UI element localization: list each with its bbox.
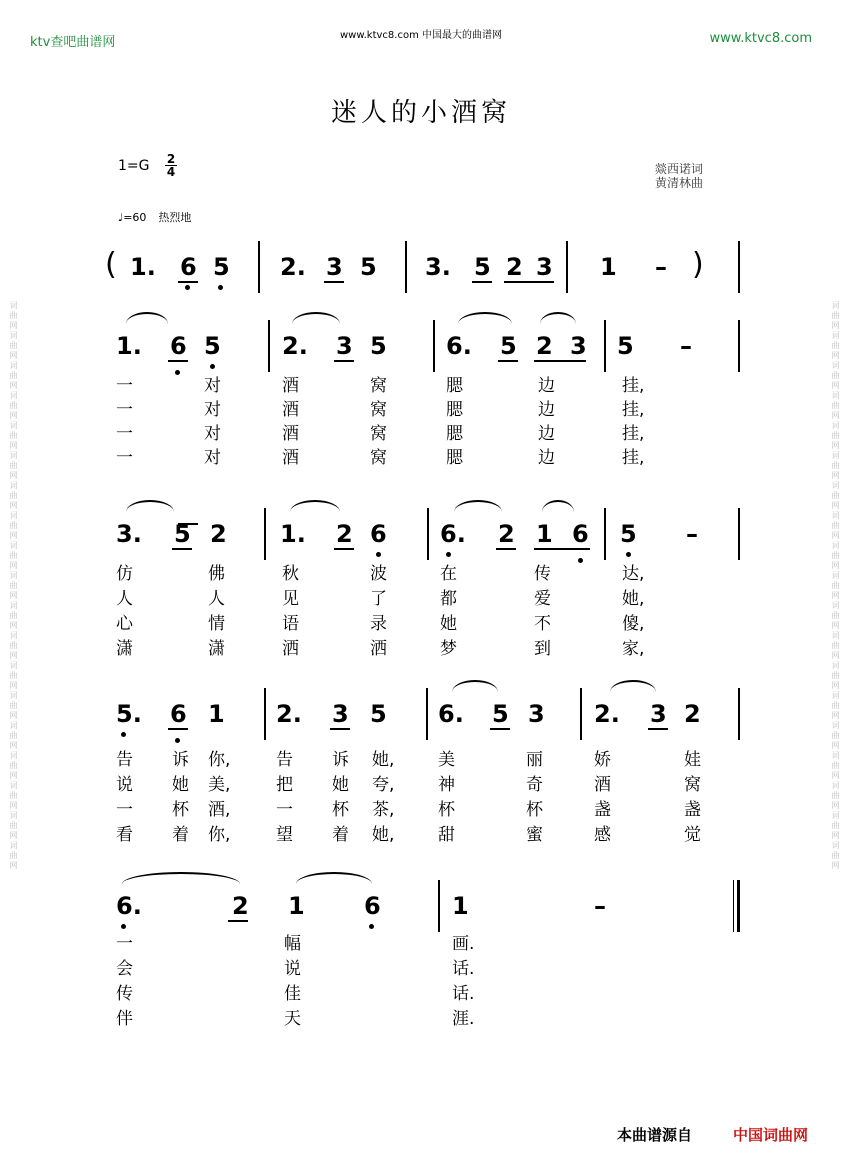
note: 5: [360, 253, 377, 281]
underline: [498, 360, 518, 362]
note: 1: [452, 892, 469, 920]
lyric: 洒: [370, 639, 387, 659]
note: 2: [232, 892, 249, 920]
notation-row-intro: [0, 241, 842, 293]
note: 1: [600, 253, 617, 281]
lyric: 心: [116, 614, 133, 634]
notation-row-4: [0, 880, 842, 932]
note: 6.: [438, 700, 464, 728]
tie: [452, 680, 498, 692]
low-dot: [218, 285, 223, 290]
note: 6: [364, 892, 381, 920]
underline: [172, 548, 192, 550]
tie: [122, 872, 240, 884]
note: 6: [370, 520, 387, 548]
note: 2.: [282, 332, 308, 360]
lyric: 话.: [452, 984, 475, 1004]
tie: [610, 680, 656, 692]
note: ): [692, 247, 704, 282]
lyric: 诉: [332, 750, 349, 770]
lyric: 酒: [594, 775, 611, 795]
lyric: 着: [332, 825, 349, 845]
lyric: 一: [116, 424, 133, 444]
lyric: 你,: [208, 750, 231, 770]
tempo-mood: 热烈地: [158, 211, 192, 224]
lyric: 美,: [208, 775, 231, 795]
lyric: 她,: [622, 589, 645, 609]
barline: [258, 241, 260, 293]
lyric: 佳: [284, 984, 301, 1004]
note: 5: [474, 253, 491, 281]
time-sig-bottom: 4: [166, 165, 176, 179]
underline: [178, 281, 198, 283]
side-watermark-right: 词曲网词曲网词曲网词曲网词曲网词曲网词曲网词曲网词曲网词曲网词曲网词曲网词曲网词曲网词曲网词曲网词曲网词曲网词曲网: [831, 300, 840, 871]
lyric: 幅: [284, 934, 301, 954]
lyric: 盏: [684, 800, 701, 820]
notation-row-1: [0, 320, 842, 372]
note: 2.: [276, 700, 302, 728]
lyric: 腮: [446, 448, 463, 468]
note: 3: [336, 332, 353, 360]
low-dot: [185, 285, 190, 290]
lyric: 腮: [446, 400, 463, 420]
lyric: 边: [538, 376, 555, 396]
tie: [290, 500, 340, 512]
barline: [604, 320, 606, 372]
lyric: 窝: [370, 448, 387, 468]
barline: [405, 241, 407, 293]
underline: [228, 920, 248, 922]
barline: [580, 688, 582, 740]
underline: [472, 281, 492, 283]
barline: [427, 508, 429, 560]
lyric: 杯: [332, 800, 349, 820]
lyric: 话.: [452, 959, 475, 979]
note: –: [686, 520, 698, 548]
lyric: 传: [534, 564, 551, 584]
lyric: 会: [116, 959, 133, 979]
source-label: 本曲谱源自: [616, 1126, 692, 1144]
lyric: 窝: [684, 775, 701, 795]
note: 2: [498, 520, 515, 548]
lyric: 家,: [622, 639, 645, 659]
note: 2: [506, 253, 523, 281]
note: 3: [650, 700, 667, 728]
lyric: 挂,: [622, 448, 645, 468]
tie: [126, 312, 168, 324]
note: 1: [208, 700, 225, 728]
barline: [264, 688, 266, 740]
lyric: 她,: [372, 825, 395, 845]
lyric: 诉: [172, 750, 189, 770]
lyric: 对: [204, 400, 221, 420]
low-dot: [121, 924, 126, 929]
side-watermark-left: 词曲网词曲网词曲网词曲网词曲网词曲网词曲网词曲网词曲网词曲网词曲网词曲网词曲网词曲网词曲网词曲网词曲网词曲网词曲网: [9, 300, 18, 871]
lyric: 蜜: [526, 825, 543, 845]
time-sig-top: 2: [166, 152, 176, 166]
lyricist: 燚西诺词: [655, 162, 704, 176]
barline: [738, 320, 740, 372]
underline: [534, 360, 586, 362]
note: –: [655, 253, 667, 281]
lyrics-block-4: [116, 932, 516, 1032]
lyric: 对: [204, 424, 221, 444]
lyrics-block-1: [116, 374, 656, 470]
note: 6.: [446, 332, 472, 360]
note: 2.: [594, 700, 620, 728]
tie: [458, 312, 512, 324]
lyrics-block-2: [116, 562, 656, 662]
barline: [268, 320, 270, 372]
lyric: 一: [116, 800, 133, 820]
lyric: 一: [116, 934, 133, 954]
lyric: 告: [116, 750, 133, 770]
note: 6.: [440, 520, 466, 548]
note: 3: [536, 253, 553, 281]
underline: [168, 360, 188, 362]
final-barline-thick: [737, 880, 740, 932]
lyric: 娃: [684, 750, 701, 770]
underline: [496, 548, 516, 550]
lyric: 画.: [452, 934, 475, 954]
lyric: 傻,: [622, 614, 645, 634]
lyric: 酒: [282, 400, 299, 420]
lyric: 杯: [438, 800, 455, 820]
lyric: 佛: [208, 564, 225, 584]
lyric: 她: [440, 614, 457, 634]
note: 5.: [116, 700, 142, 728]
lyric: 挂,: [622, 376, 645, 396]
lyric: 茶,: [372, 800, 395, 820]
note: 2: [536, 332, 553, 360]
underline: [490, 728, 510, 730]
note: 3.: [425, 253, 451, 281]
note: 3: [570, 332, 587, 360]
tie: [296, 872, 372, 884]
note: 2.: [280, 253, 306, 281]
lyric: 边: [538, 448, 555, 468]
note: 1: [536, 520, 553, 548]
underline: [648, 728, 668, 730]
lyric: 窝: [370, 424, 387, 444]
barline: [604, 508, 606, 560]
notation-row-2: [0, 508, 842, 560]
lyric: 对: [204, 376, 221, 396]
note: 5: [370, 700, 387, 728]
lyric: 仿: [116, 564, 133, 584]
lyric: 边: [538, 424, 555, 444]
lyric: 看: [116, 825, 133, 845]
lyric: 涯.: [452, 1009, 475, 1029]
lyric: 望: [276, 825, 293, 845]
lyric: 爱: [534, 589, 551, 609]
lyric: 娇: [594, 750, 611, 770]
low-dot: [626, 552, 631, 557]
note: 3: [332, 700, 349, 728]
lyric: 美: [438, 750, 455, 770]
lyric: 对: [204, 448, 221, 468]
note: 5: [204, 332, 221, 360]
lyric: 酒: [282, 376, 299, 396]
lyric: 不: [534, 614, 551, 634]
note: 2: [336, 520, 353, 548]
lyric: 人: [208, 589, 225, 609]
low-dot: [446, 552, 451, 557]
lyric: 情: [208, 614, 225, 634]
lyric: 神: [438, 775, 455, 795]
lyric: 窝: [370, 376, 387, 396]
tempo-marking: [118, 209, 191, 225]
lyric: 她: [332, 775, 349, 795]
note: –: [680, 332, 692, 360]
lyric: 了: [370, 589, 387, 609]
lyric: 奇: [526, 775, 543, 795]
site-url-right[interactable]: www.ktvc8.com: [709, 31, 812, 46]
note: 5: [213, 253, 230, 281]
lyric: 一: [116, 448, 133, 468]
lyric: 伴: [116, 1009, 133, 1029]
lyric: 腮: [446, 424, 463, 444]
lyric: 一: [276, 800, 293, 820]
lyric: 洒: [282, 639, 299, 659]
lyric: 在: [440, 564, 457, 584]
lyric: 着: [172, 825, 189, 845]
lyric: 盏: [594, 800, 611, 820]
low-dot: [369, 924, 374, 929]
tie: [292, 312, 340, 324]
note: 1.: [116, 332, 142, 360]
tie: [126, 500, 174, 512]
composer: 黄清林曲: [655, 176, 704, 190]
low-dot: [210, 364, 215, 369]
note: 1.: [280, 520, 306, 548]
tempo-value: ♩=60: [118, 211, 147, 224]
lyric: 告: [276, 750, 293, 770]
final-barline-thin: [733, 880, 734, 932]
song-title: 迷人的小酒窝: [330, 98, 511, 128]
lyric: 杯: [172, 800, 189, 820]
lyrics-block-3: [116, 748, 716, 848]
underline: [168, 728, 188, 730]
lyric: 酒: [282, 424, 299, 444]
lyric: 把: [276, 775, 293, 795]
lyric: 人: [116, 589, 133, 609]
note: 5: [617, 332, 634, 360]
note: 1: [288, 892, 305, 920]
tie: [540, 312, 576, 324]
lyric: 一: [116, 376, 133, 396]
notation-row-3: [0, 688, 842, 740]
note: 3: [326, 253, 343, 281]
note: 2: [684, 700, 701, 728]
note: 5: [370, 332, 387, 360]
note: 6: [170, 700, 187, 728]
lyric: 秋: [282, 564, 299, 584]
lyric: 录: [370, 614, 387, 634]
lyric: 传: [116, 984, 133, 1004]
underline: [534, 548, 590, 550]
lyric: 丽: [526, 750, 543, 770]
lyric: 语: [282, 614, 299, 634]
note: 5: [492, 700, 509, 728]
note: 5: [500, 332, 517, 360]
tie: [542, 500, 574, 512]
note: (: [105, 247, 117, 282]
barline: [738, 688, 740, 740]
lyric: 潇: [208, 639, 225, 659]
credits: [655, 162, 703, 190]
time-signature: [165, 153, 177, 178]
source-site-link[interactable]: 中国词曲网: [732, 1126, 808, 1144]
lyric: 边: [538, 400, 555, 420]
note: 3.: [116, 520, 142, 548]
lyric: 酒: [282, 448, 299, 468]
site-tagline: www.ktvc8.com 中国最大的曲谱网: [339, 30, 502, 41]
low-dot: [121, 732, 126, 737]
lyric: 潇: [116, 639, 133, 659]
lyric: 甜: [438, 825, 455, 845]
lyric: 到: [534, 639, 551, 659]
lyric: 夸,: [372, 775, 395, 795]
site-name-left[interactable]: ktv查吧曲谱网: [30, 35, 116, 50]
lyric: 感: [594, 825, 611, 845]
key-signature: 1=G: [118, 158, 150, 174]
note: 2: [210, 520, 227, 548]
low-dot: [175, 738, 180, 743]
lyric: 酒,: [208, 800, 231, 820]
barline: [738, 241, 740, 293]
lyric: 你,: [208, 825, 231, 845]
barline: [738, 508, 740, 560]
note: 6.: [116, 892, 142, 920]
note: –: [594, 892, 606, 920]
barline: [433, 320, 435, 372]
lyric: 腮: [446, 376, 463, 396]
lyric: 说: [284, 959, 301, 979]
underline: [324, 281, 344, 283]
barline: [566, 241, 568, 293]
note: 6: [170, 332, 187, 360]
note: 6: [572, 520, 589, 548]
underline: [504, 281, 554, 283]
lyric: 天: [284, 1009, 301, 1029]
lyric: 她,: [372, 750, 395, 770]
lyric: 波: [370, 564, 387, 584]
tie: [454, 500, 502, 512]
note: 1.: [130, 253, 156, 281]
underline: [334, 360, 354, 362]
lyric: 见: [282, 589, 299, 609]
barline: [426, 688, 428, 740]
lyric: 都: [440, 589, 457, 609]
lyric: 觉: [684, 825, 701, 845]
note: 3: [528, 700, 545, 728]
barline: [438, 880, 440, 932]
note: 6: [180, 253, 197, 281]
barline: [264, 508, 266, 560]
underline: [334, 548, 354, 550]
underline: [330, 728, 350, 730]
lyric: 挂,: [622, 400, 645, 420]
lyric: 说: [116, 775, 133, 795]
lyric: 她: [172, 775, 189, 795]
lyric: 一: [116, 400, 133, 420]
lyric: 窝: [370, 400, 387, 420]
note: 5: [620, 520, 637, 548]
lyric: 杯: [526, 800, 543, 820]
lyric: 梦: [440, 639, 457, 659]
note: 5: [174, 520, 191, 548]
lyric: 挂,: [622, 424, 645, 444]
low-dot: [376, 552, 381, 557]
lyric: 达,: [622, 564, 645, 584]
